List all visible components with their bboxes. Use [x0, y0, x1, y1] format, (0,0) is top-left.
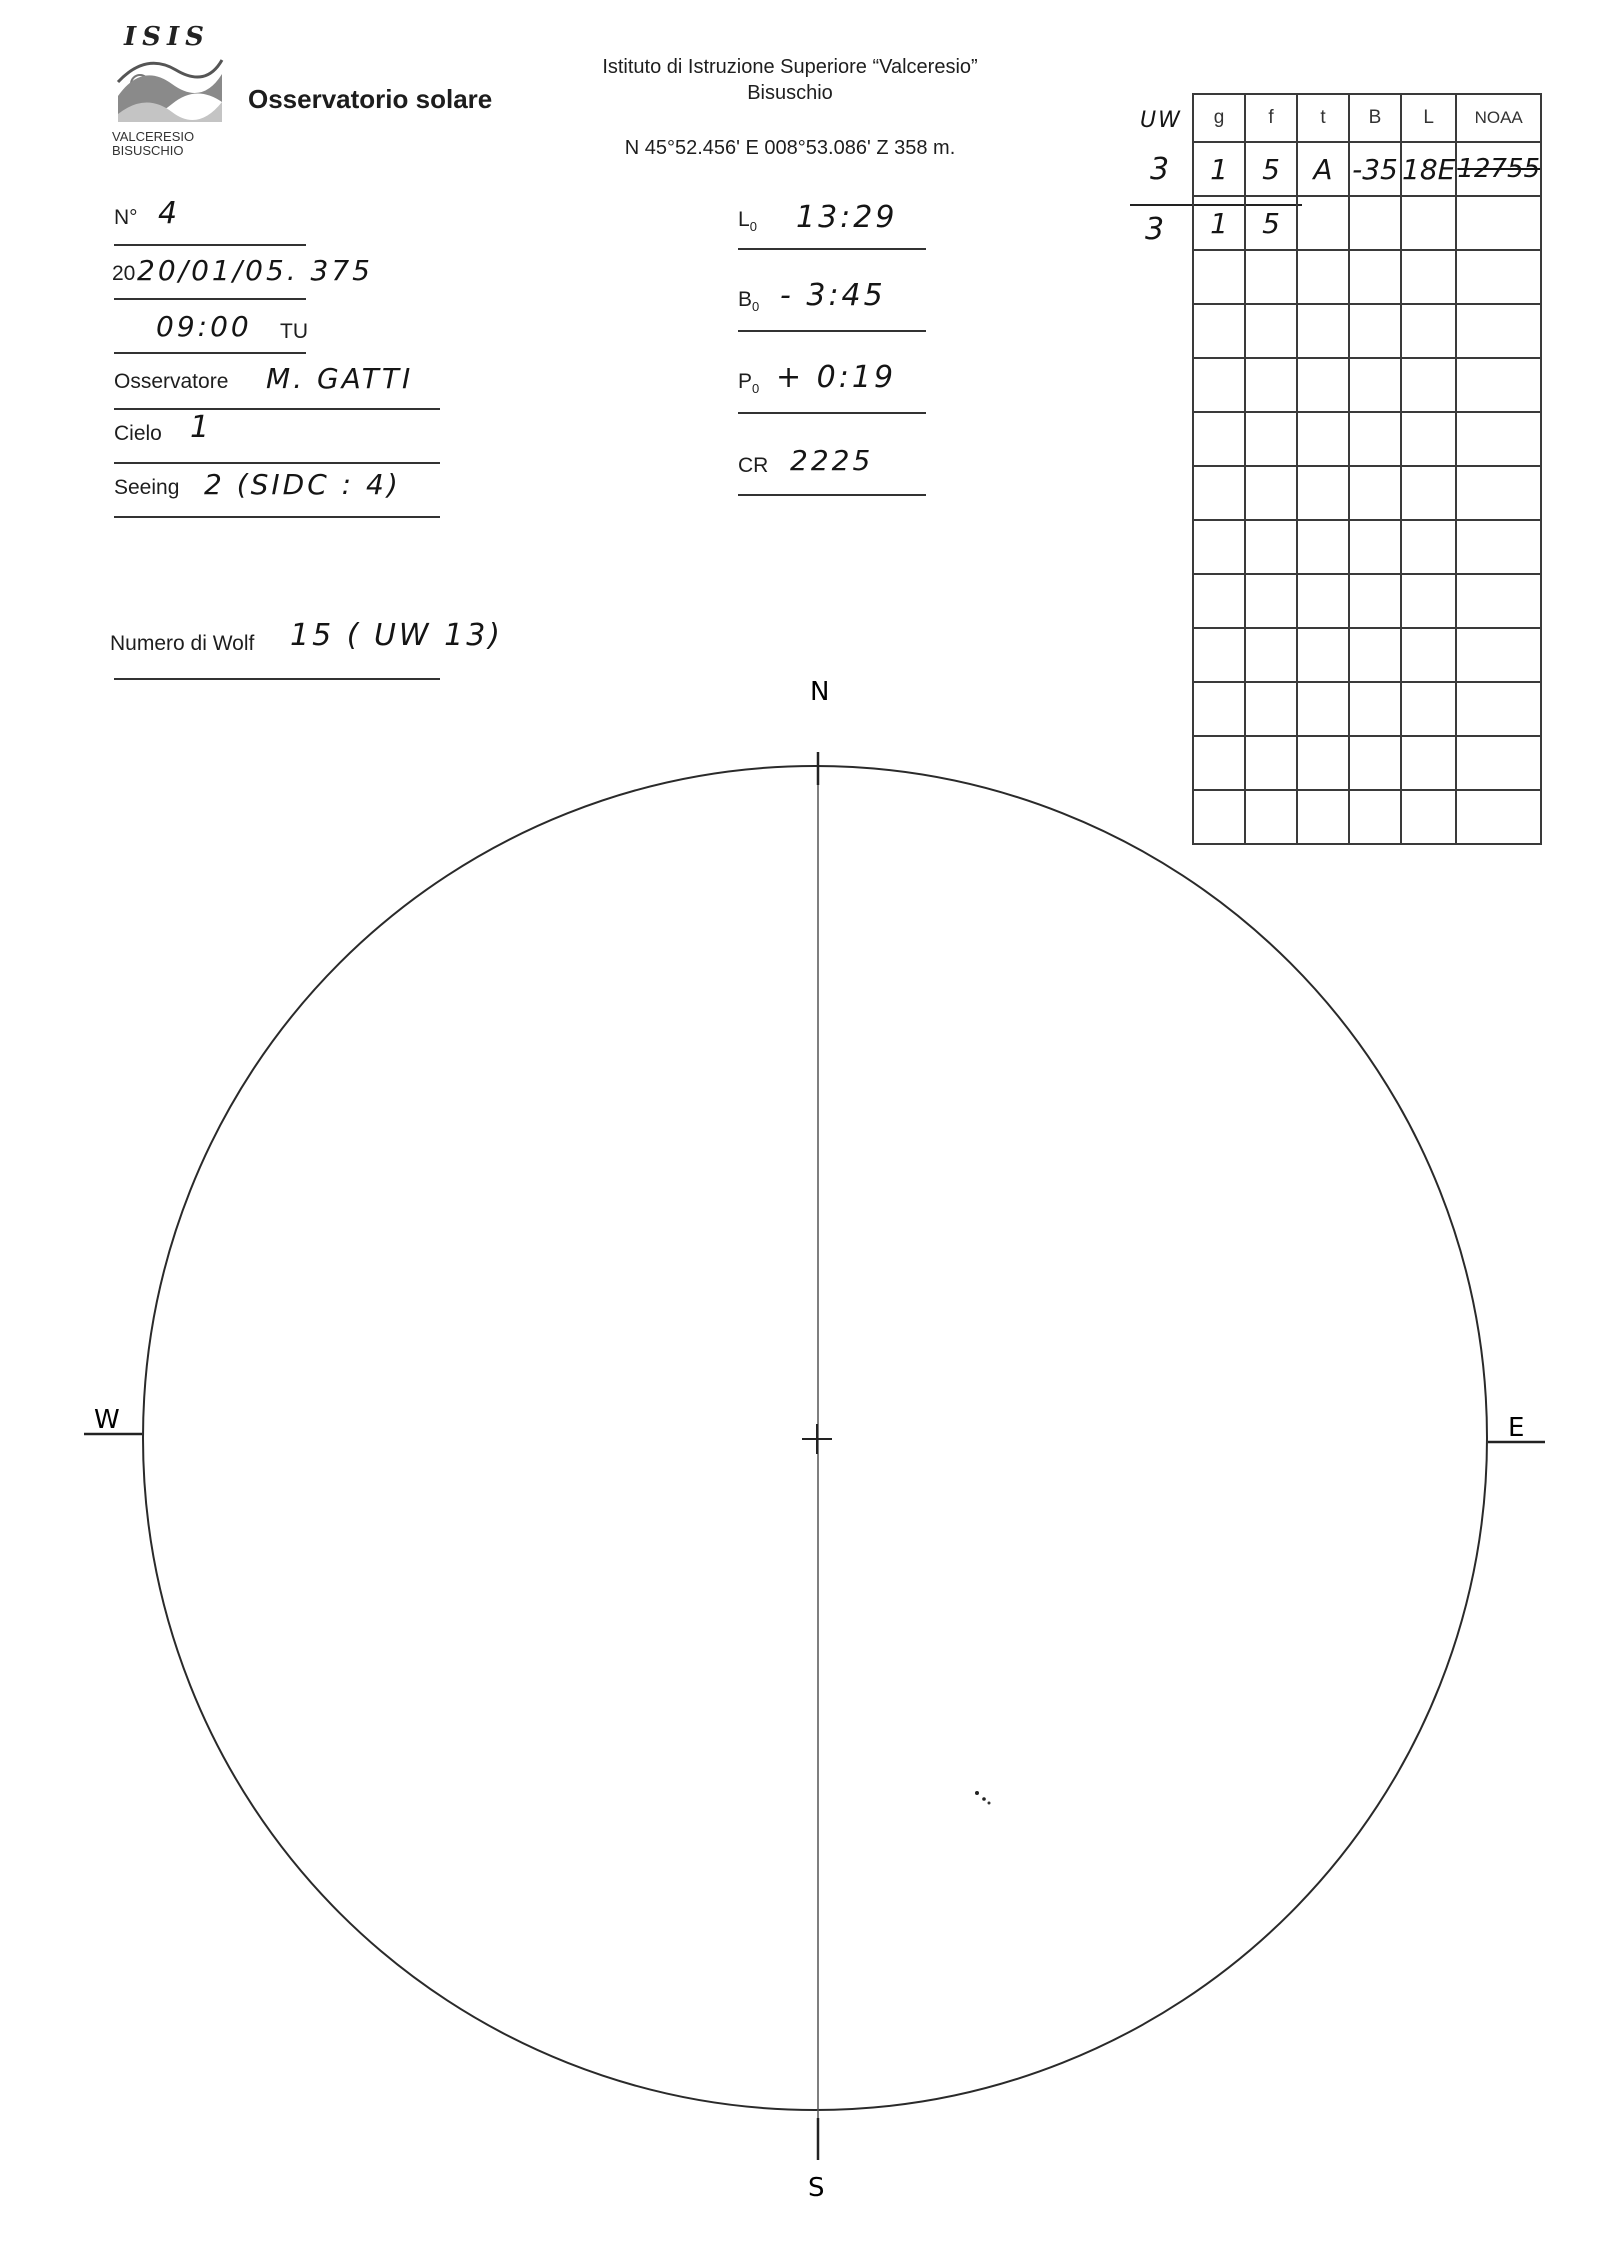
cr-value: 2225 [790, 444, 874, 477]
number-label: N° [114, 206, 138, 229]
cell-b: -35 [1349, 142, 1401, 196]
cr-label: CR [738, 454, 769, 477]
institute-town: Bisuschio [747, 82, 833, 104]
seeing-value: 2 (SIDC : 4) [204, 468, 401, 501]
column-header-b: B [1349, 94, 1401, 142]
north-label: N [810, 677, 830, 707]
date-prefix: 20 [112, 262, 136, 285]
b0-subscript: 0 [752, 299, 760, 315]
uw-value-row-1: 3 [1150, 152, 1173, 187]
cell-t: A [1297, 142, 1349, 196]
l0-value: 13:29 [796, 200, 898, 235]
east-label: E [1508, 1413, 1525, 1443]
time-unit: TU [280, 320, 308, 343]
logo-caption-bisuschio: BISUSCHIO [112, 143, 184, 158]
sunspot-mark [982, 1797, 986, 1801]
l0-label-text: L [738, 208, 750, 231]
wolf-value: 15 ( UW 13) [290, 618, 503, 653]
column-header-t: t [1297, 94, 1349, 142]
wolf-label: Numero di Wolf [110, 632, 255, 655]
l0-subscript: 0 [749, 219, 757, 235]
column-header-noaa: NOAA [1456, 94, 1541, 142]
time-value: 09:00 [156, 310, 252, 343]
south-label: S [808, 2173, 825, 2203]
p0-subscript: 0 [752, 381, 760, 397]
sky-value: 1 [190, 410, 213, 445]
west-label: W [94, 1405, 120, 1435]
observer-label: Osservatore [114, 370, 229, 393]
cell-f: 5 [1245, 196, 1297, 250]
station-coordinates: N 45°52.456' E 008°53.086' Z 358 m. [624, 137, 956, 159]
date-value: 20/01/05. 375 [137, 254, 373, 287]
observer-value: M. GATTI [266, 362, 414, 395]
uw-header: UW [1140, 108, 1182, 133]
institute-name: Istituto di Istruzione Superiore “Valceresio” [602, 56, 978, 78]
p0-value: + 0:19 [776, 360, 897, 395]
logo-text: ISIS [124, 22, 210, 52]
uw-value-row-2: 3 [1145, 212, 1168, 247]
b0-value: - 3:45 [780, 278, 886, 313]
number-value: 4 [158, 196, 181, 231]
p0-label-text: P [738, 370, 753, 393]
column-header-g: g [1193, 94, 1245, 142]
cell-l: 18E [1401, 142, 1456, 196]
column-header-l: L [1401, 94, 1456, 142]
column-header-f: f [1245, 94, 1297, 142]
cell-g: 1 [1193, 142, 1245, 196]
cell-f: 5 [1245, 142, 1297, 196]
sunspot-mark [988, 1802, 991, 1805]
sunspot-mark [975, 1791, 979, 1795]
sky-label: Cielo [114, 422, 162, 445]
cell-noaa: 12755 [1456, 142, 1541, 196]
observatory-title: Osservatorio solare [248, 84, 493, 114]
seeing-label: Seeing [114, 476, 180, 499]
logo-caption-valceresio: VALCERESIO [112, 129, 195, 144]
b0-label-text: B [738, 288, 753, 311]
cell-g: 1 [1193, 196, 1245, 250]
